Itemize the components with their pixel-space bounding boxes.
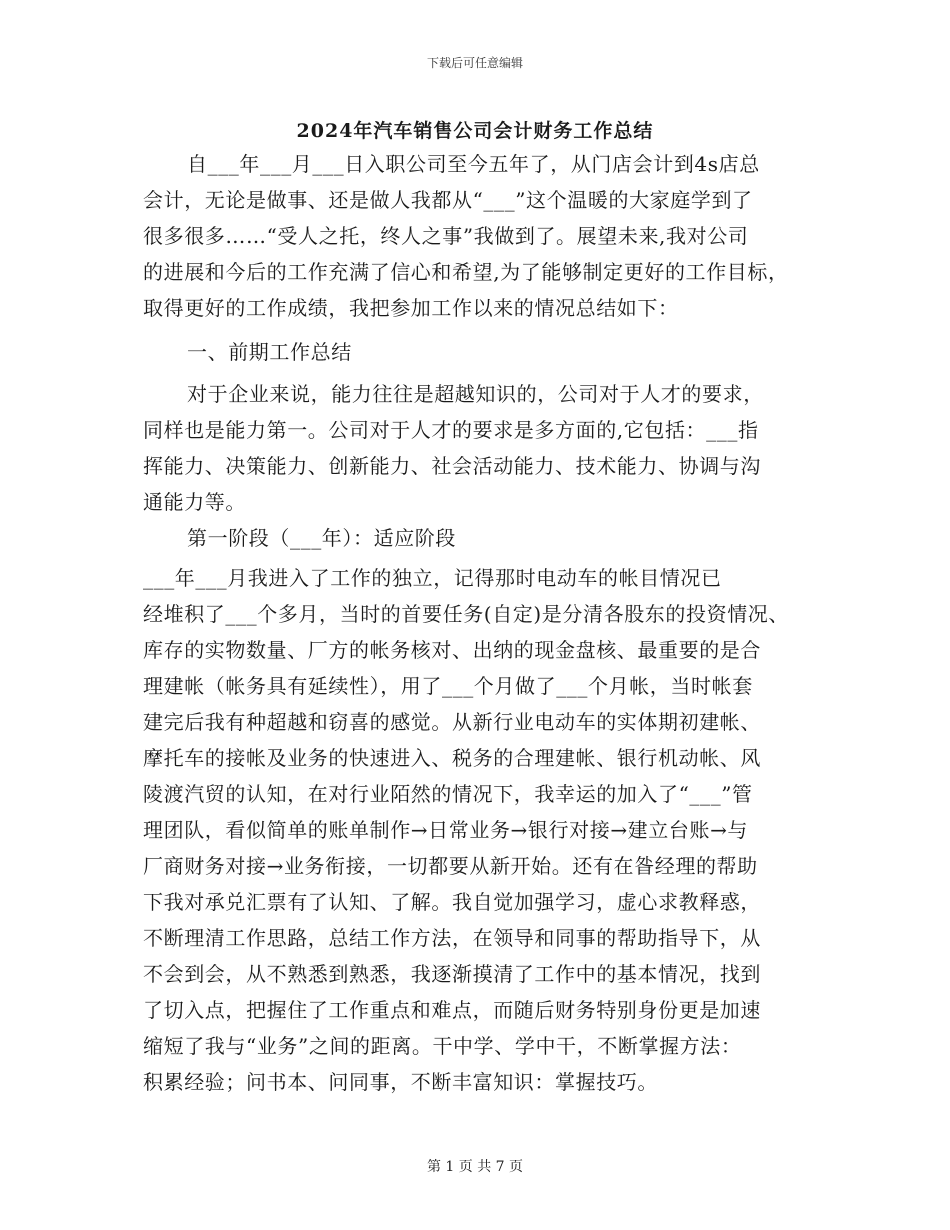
document-title: 2024年汽车销售公司会计财务工作总结 bbox=[296, 120, 654, 142]
page-header: 下载后可任意编辑 bbox=[426, 56, 523, 70]
body-line: 理团队，看似简单的账单制作→日常业务→银行对接→建立台账→与 bbox=[143, 818, 749, 842]
section-heading: 第一阶段（___年）：适应阶段 bbox=[187, 526, 456, 550]
body-line: 了切入点，把握住了工作重点和难点，而随后财务特别身份更是加速 bbox=[143, 998, 761, 1022]
body-line: 对于企业来说，能力往往是超越知识的，公司对于人才的要求， bbox=[187, 382, 764, 406]
body-line: 陵渡汽贸的认知，在对行业陌然的情况下，我幸运的加入了“___”管 bbox=[143, 782, 753, 806]
body-line: 理建帐（帐务具有延续性），用了___个月做了___个月帐，当时帐套 bbox=[143, 674, 753, 698]
body-line: 会计，无论是做事、还是做人我都从“___”这个温暖的大家庭学到了 bbox=[143, 188, 753, 212]
body-line: 通能力等。 bbox=[143, 490, 246, 514]
body-line: 取得更好的工作成绩，我把参加工作以来的情况总结如下： bbox=[143, 296, 679, 320]
body-line: 很多很多……“受人之托，终人之事”我做到了。展望未来,我对公司 bbox=[143, 224, 749, 248]
body-line: 挥能力、决策能力、创新能力、社会活动能力、技术能力、协调与沟 bbox=[143, 454, 761, 478]
body-line: 建完后我有种超越和窃喜的感觉。从新行业电动车的实体期初建帐、 bbox=[143, 710, 761, 734]
section-heading: 一、前期工作总结 bbox=[187, 340, 352, 364]
body-line: 缩短了我与“业务”之间的距离。干中学、学中干，不断掌握方法： bbox=[143, 1034, 742, 1058]
body-line: 厂商财务对接→业务衔接，一切都要从新开始。还有在昝经理的帮助 bbox=[143, 854, 758, 878]
body-line: 积累经验；问书本、问同事，不断丰富知识：掌握技巧。 bbox=[143, 1070, 658, 1094]
body-line: 同样也是能力第一。公司对于人才的要求是多方面的,它包括：___指 bbox=[143, 418, 759, 442]
body-line: 不断理清工作思路，总结工作方法，在领导和同事的帮助指导下，从 bbox=[143, 926, 761, 950]
body-line: 不会到会，从不熟悉到熟悉，我逐渐摸清了工作中的基本情况，找到 bbox=[143, 962, 761, 986]
body-line: 下我对承兑汇票有了认知、了解。我自觉加强学习，虚心求教释惑， bbox=[143, 890, 761, 914]
body-line: 经堆积了___个多月，当时的首要任务(自定)是分清各股东的投资情况、 bbox=[143, 602, 790, 626]
body-line: 摩托车的接帐及业务的快速进入、税务的合理建帐、银行机动帐、风 bbox=[143, 746, 761, 770]
body-line: 库存的实物数量、厂方的帐务核对、出纳的现金盘核、最重要的是合 bbox=[143, 638, 761, 662]
page-number: 第 1 页 共 7 页 bbox=[426, 1159, 524, 1175]
body-line: 的进展和今后的工作充满了信心和希望,为了能够制定更好的工作目标， bbox=[143, 260, 789, 284]
body-line: ___年___月我进入了工作的独立，记得那时电动车的帐目情况已 bbox=[143, 566, 722, 590]
body-line: 自___年___月___日入职公司至今五年了，从门店会计到4s店总 bbox=[187, 152, 760, 176]
